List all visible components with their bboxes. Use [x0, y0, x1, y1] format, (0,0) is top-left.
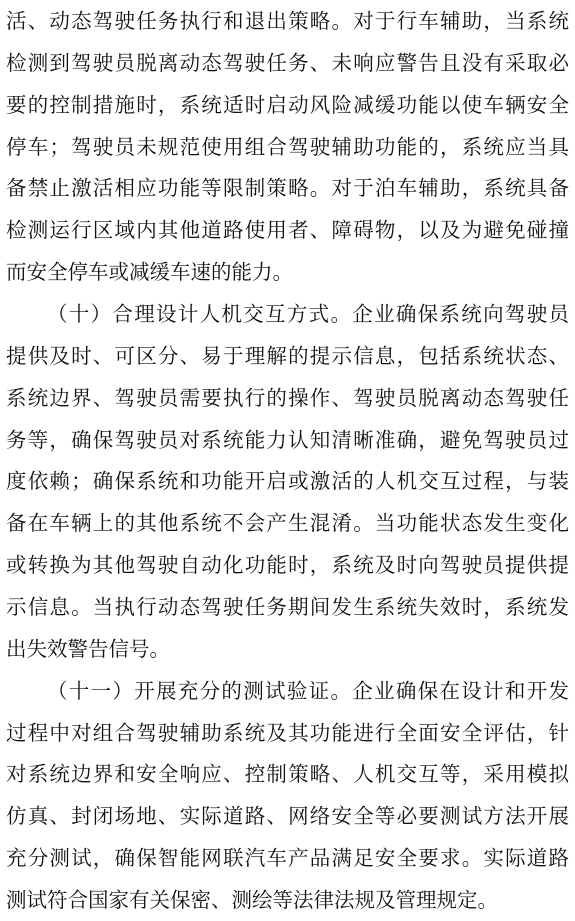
- text-line: 过程中对组合驾驶辅助系统及其功能进行全面安全评估，针: [6, 721, 569, 745]
- text-line: 充分测试，确保智能网联汽车产品满足安全要求。实际道路: [6, 846, 569, 870]
- text-line: 对系统边界和安全响应、控制策略、人机交互等，采用模拟: [6, 762, 569, 786]
- text-line: 度依赖；确保系统和功能开启或激活的人机交互过程，与装: [6, 469, 569, 493]
- document-page: [6, 0, 569, 921]
- text-line: 而安全停车或减缓车速的能力。: [6, 260, 293, 284]
- text-line: 示信息。当执行动态驾驶任务期间发生系统失效时，系统发: [6, 595, 569, 619]
- text-line: 或转换为其他驾驶自动化功能时，系统及时向驾驶员提供提: [6, 553, 569, 577]
- text-line: 测试符合国家有关保密、测绘等法律法规及管理规定。: [6, 888, 498, 912]
- section-heading-line: （十一）开展充分的测试验证。企业确保在设计和开发: [47, 679, 569, 703]
- text-line: 务等，确保驾驶员对系统能力认知清晰准确，避免驾驶员过: [6, 428, 569, 452]
- text-line: 出失效警告信号。: [6, 637, 170, 661]
- text-line: 备在车辆上的其他系统不会产生混淆。当功能状态发生变化: [6, 511, 569, 535]
- text-line: 检测到驾驶员脱离动态驾驶任务、未响应警告且没有采取必: [6, 51, 569, 75]
- section-heading-line: （十）合理设计人机交互方式。企业确保系统向驾驶员: [47, 302, 569, 326]
- text-line: 提供及时、可区分、易于理解的提示信息，包括系统状态、: [6, 344, 569, 368]
- text-line: 仿真、封闭场地、实际道路、网络安全等必要测试方法开展: [6, 804, 569, 828]
- text-line: 活、动态驾驶任务执行和退出策略。对于行车辅助，当系统: [6, 9, 569, 33]
- text-line: 系统边界、驾驶员需要执行的操作、驾驶员脱离动态驾驶任: [6, 386, 569, 410]
- text-line: 检测运行区域内其他道路使用者、障碍物，以及为避免碰撞: [6, 218, 569, 242]
- text-line: 备禁止激活相应功能等限制策略。对于泊车辅助，系统具备: [6, 176, 569, 200]
- text-line: 要的控制措施时，系统适时启动风险减缓功能以使车辆安全: [6, 93, 569, 117]
- text-line: 停车；驾驶员未规范使用组合驾驶辅助功能的，系统应当具: [6, 135, 569, 159]
